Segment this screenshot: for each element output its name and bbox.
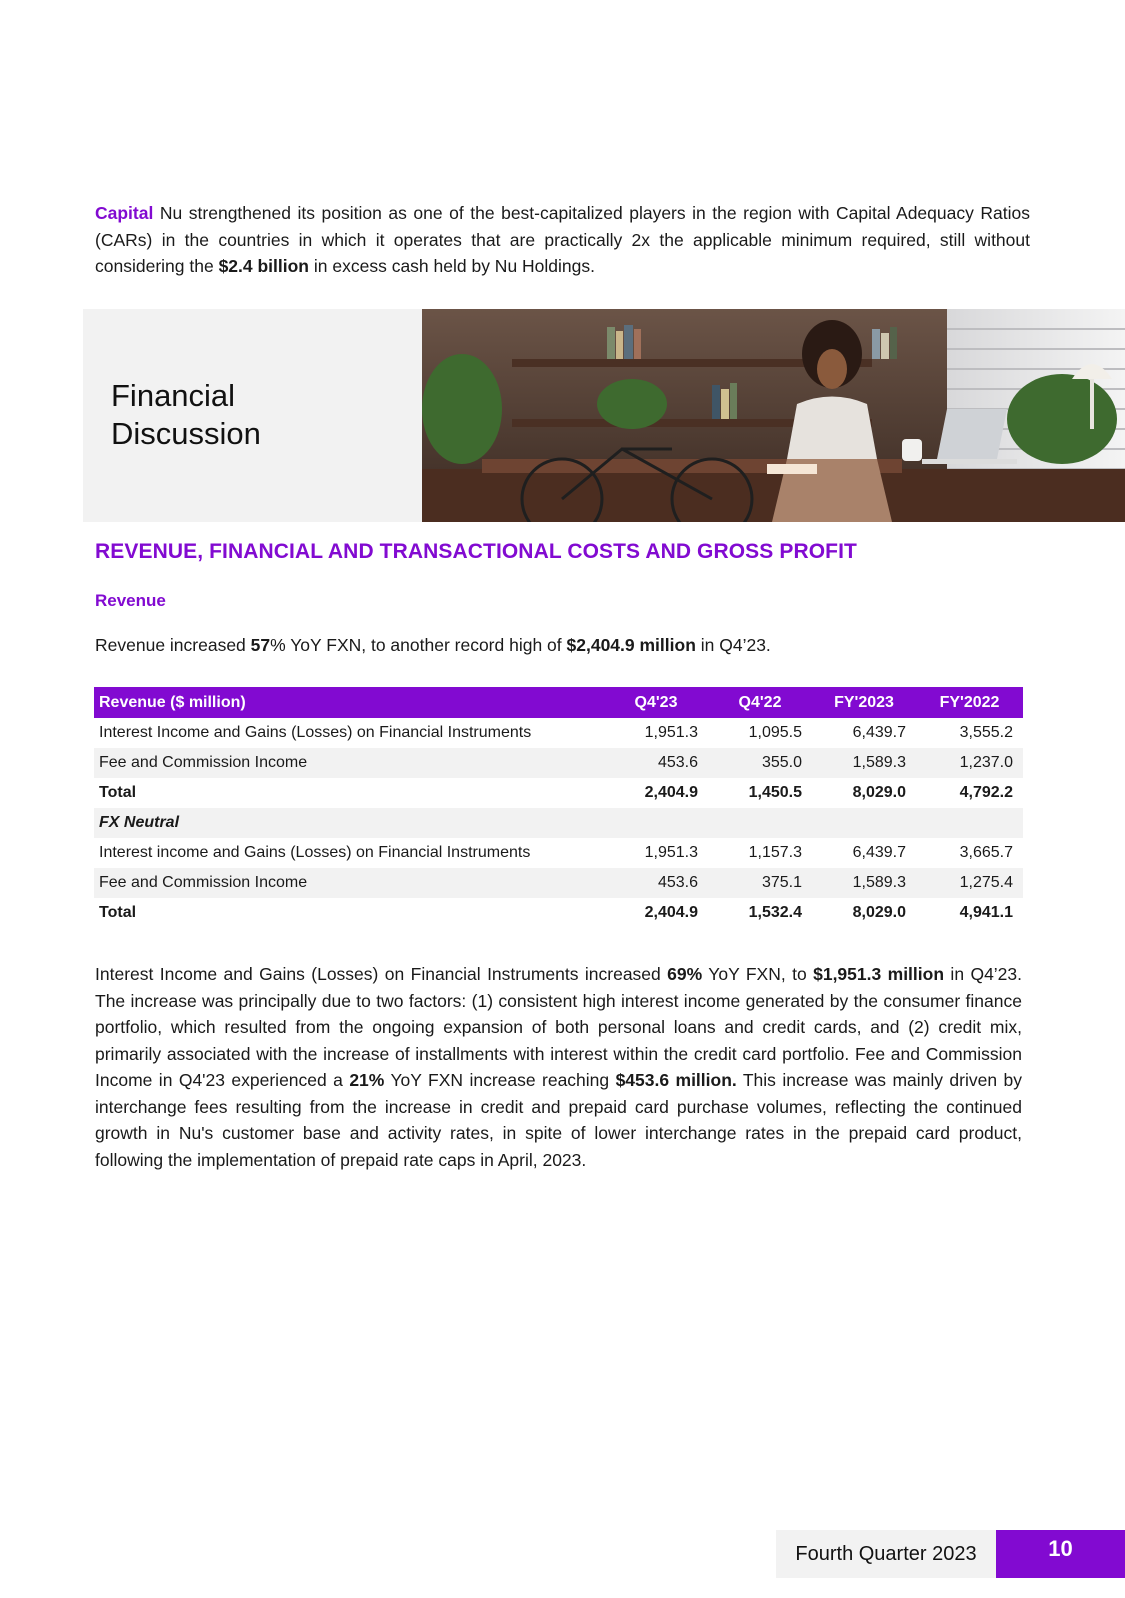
row-label: Total xyxy=(99,904,137,921)
analysis-text: YoY FXN, to xyxy=(702,964,814,984)
cell-value: 375.1 xyxy=(708,868,812,898)
intro-amount: $2,404.9 million xyxy=(566,635,696,655)
row-label: Interest income and Gains (Losses) on Financial Instruments xyxy=(99,844,531,861)
intro-text-3: in Q4’23. xyxy=(695,635,771,655)
page-number: 10 xyxy=(996,1530,1125,1578)
cell-value: 1,589.3 xyxy=(812,748,916,778)
analysis-bold: $453.6 million. xyxy=(615,1070,737,1090)
cell-value xyxy=(812,808,916,838)
row-label: Fee and Commission Income xyxy=(94,868,604,898)
banner-title-box xyxy=(83,309,422,522)
table-row-total xyxy=(94,778,1023,808)
cell-value xyxy=(916,808,1023,838)
cell-value: 6,439.7 xyxy=(852,724,906,741)
capital-amount: $2.4 billion xyxy=(218,256,310,276)
row-label: Interest Income and Gains (Losses) on Financial Instruments xyxy=(99,724,532,741)
analysis-bold: 21% xyxy=(349,1070,385,1090)
cell-value: 1,951.3 xyxy=(644,844,698,861)
table-row-total xyxy=(94,898,1023,928)
analysis-text: YoY FXN increase reaching xyxy=(384,1070,616,1090)
financial-discussion-banner xyxy=(83,309,1125,522)
cell-value: 2,404.9 xyxy=(644,904,698,921)
header-q4-22: Q4'22 xyxy=(708,687,812,718)
cell-value: 1,589.3 xyxy=(812,868,916,898)
cell-value: 4,941.1 xyxy=(959,904,1013,921)
cell-value: 453.6 xyxy=(604,748,708,778)
header-fy-2022: FY'2022 xyxy=(916,687,1023,718)
cell-value: 1,951.3 xyxy=(644,724,698,741)
cell-value: 1,450.5 xyxy=(748,784,802,801)
cell-value: 1,237.0 xyxy=(916,748,1023,778)
banner-title: Financial Discussion xyxy=(111,378,261,451)
analysis-paragraph xyxy=(95,961,1022,1173)
row-label: Fee and Commission Income xyxy=(94,748,604,778)
cell-value: 3,555.2 xyxy=(959,724,1013,741)
cell-value: 4,792.2 xyxy=(959,784,1013,801)
banner-photo xyxy=(422,309,1125,522)
cell-value: 8,029.0 xyxy=(852,784,906,801)
capital-text-end: in excess cash held by Nu Holdings. xyxy=(309,256,595,276)
intro-text: Revenue increased xyxy=(95,635,251,655)
capital-paragraph xyxy=(95,200,1030,280)
footer-quarter-label: Fourth Quarter 2023 xyxy=(776,1530,996,1578)
table-row xyxy=(94,868,1023,898)
intro-text-2: % YoY FXN, to another record high of xyxy=(270,635,567,655)
capital-text: Nu strengthened its position as one of the best-capitalized players in the region with Capital Adequacy Ratios (CARs) in the countries in which it operates that are practically 2x the applicable minimum required, still without considering the xyxy=(95,203,1030,276)
cell-value: 6,439.7 xyxy=(852,844,906,861)
analysis-bold: $1,951.3 million xyxy=(813,964,945,984)
table-row xyxy=(94,838,1023,868)
revenue-intro xyxy=(95,632,1030,659)
cell-value: 1,532.4 xyxy=(748,904,802,921)
cell-value xyxy=(708,808,812,838)
cell-value: 453.6 xyxy=(604,868,708,898)
intro-pct: 57 xyxy=(250,635,271,655)
cell-value xyxy=(604,808,708,838)
table-row xyxy=(94,718,1023,748)
analysis-text: This increase was mainly driven by interchange fees resulting from the increase in credit and prepaid card purchase volumes, reflecting the continued growth in Nu's customer base and activity rates, in spite of lower interchange rates in the prepaid card product, following the implementation of prepaid rate caps in April, 2023. xyxy=(95,1070,1022,1170)
cell-value: 1,157.3 xyxy=(748,844,802,861)
cell-value: 355.0 xyxy=(708,748,812,778)
cell-value: 1,275.4 xyxy=(916,868,1023,898)
table-row-section xyxy=(94,808,1023,838)
row-label: Total xyxy=(99,784,137,801)
header-q4-23: Q4'23 xyxy=(604,687,708,718)
office-scene-image xyxy=(422,309,1125,522)
capital-label: Capital xyxy=(95,203,154,223)
revenue-table xyxy=(94,687,1023,928)
header-fy-2023: FY'2023 xyxy=(812,687,916,718)
analysis-bold: 69% xyxy=(667,964,703,984)
revenue-subheading: Revenue xyxy=(95,591,166,610)
cell-value: 8,029.0 xyxy=(852,904,906,921)
section-heading: REVENUE, FINANCIAL AND TRANSACTIONAL COSTS AND GROSS PROFIT xyxy=(95,540,857,563)
analysis-text: in Q4’23. The increase was principally due to two factors: (1) consistent high interest income generated by the consumer finance portfolio, which resulted from the ongoing expansion of both personal loans and credit cards, and (2) credit mix, primarily associated with the increase of installments with interest within the credit card portfolio. Fee and Commission Income in Q4'23 experienced a xyxy=(95,964,1023,1090)
header-revenue: Revenue ($ million) xyxy=(94,687,604,718)
cell-value: 1,095.5 xyxy=(748,724,802,741)
row-label: FX Neutral xyxy=(94,808,604,838)
table-row xyxy=(94,748,1023,778)
cell-value: 3,665.7 xyxy=(959,844,1013,861)
analysis-text: Interest Income and Gains (Losses) on Financial Instruments increased xyxy=(95,964,668,984)
cell-value: 2,404.9 xyxy=(644,784,698,801)
table-header-row xyxy=(94,687,1023,718)
